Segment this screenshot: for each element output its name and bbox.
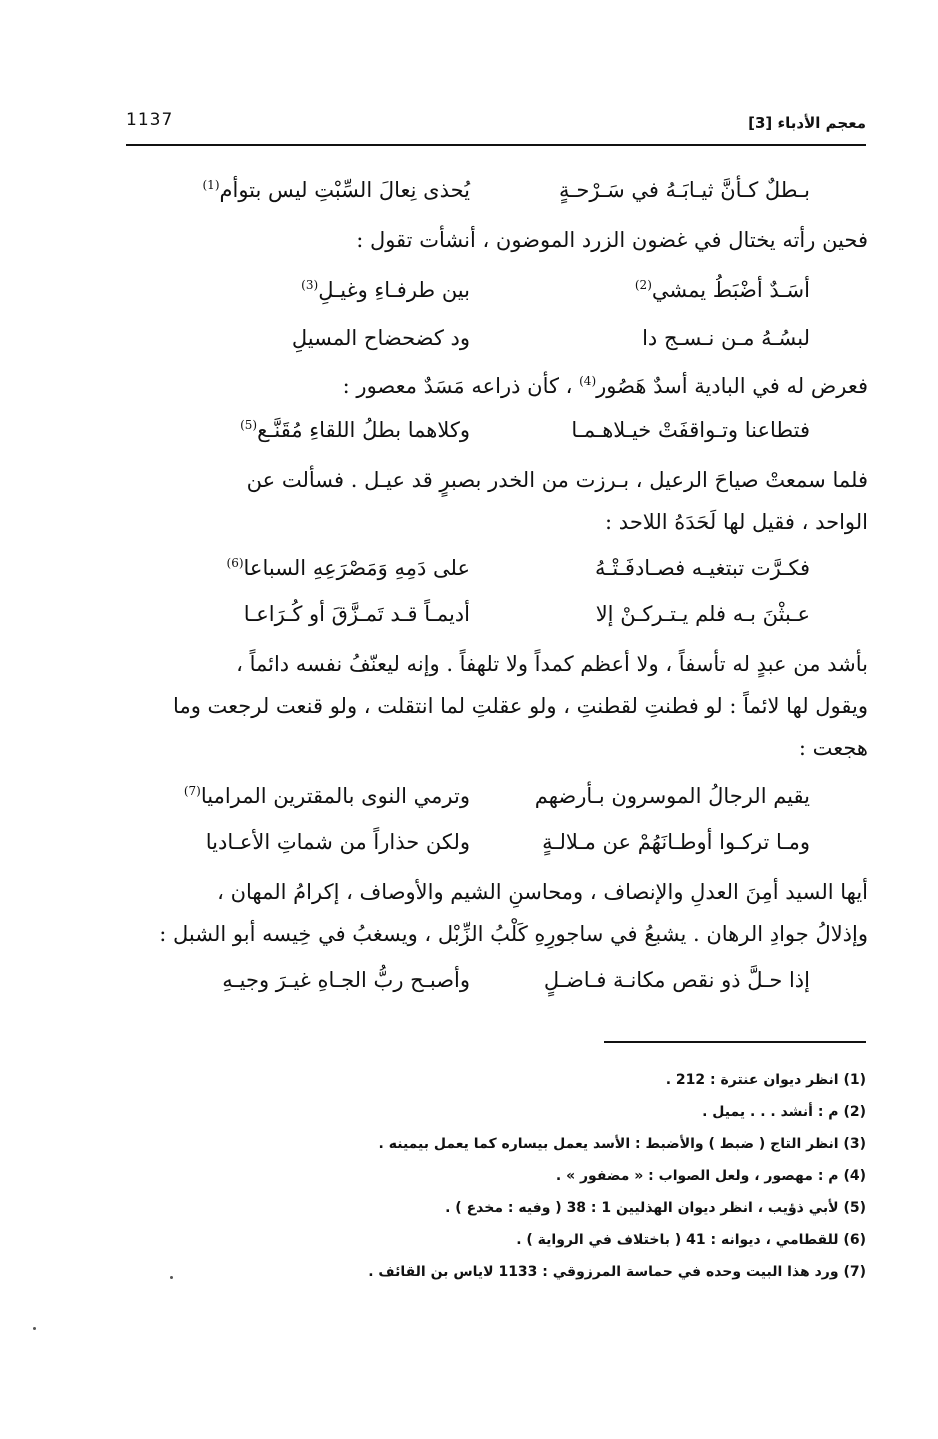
verse-1-second-hemistich: يُحذى نِعالَ السِّبْتِ ليس بتوأم$^{(1)}$: [202, 178, 470, 202]
footnote-item: (2) م : أنشد . . . يميل .: [702, 1104, 866, 1120]
verse-9-second-hemistich: وأصبـح ربُّ الجـاهِ غيـرَ وجيـهِ: [222, 968, 470, 992]
verse-5-second-hemistich: على دَمِهِ وَمَصْرَعِهِ السباعا$^{(6)}$: [226, 556, 470, 580]
verse-6-second-hemistich: أديمـاً قـد تَمـزَّقَ أو كُـرَاعـا: [243, 602, 470, 626]
prose-line: فلما سمعتْ صياحَ الرعيل ، بـرزت من الخدر بصبرٍ قد عيـل . فسألت عن: [246, 468, 868, 492]
verse-3-second-hemistich: ود كضحضاح المسيلِ: [291, 326, 470, 350]
header-rule: [126, 144, 866, 146]
verse-7-second-hemistich: وترمي النوى بالمقترين المراميا$^{(7)}$: [183, 784, 470, 808]
prose-line: وإذلالُ جوادِ الرهان . يشبعُ في ساجورِهِ كَلْبُ الزِّبْل ، ويسغبُ في خِيسه أبو الشبل :: [159, 922, 868, 946]
prose-line: هجعت :: [798, 736, 868, 760]
prose-line: فحين رأته يختال في غضون الزرد الموضون ، أنشأت تقول :: [356, 228, 868, 252]
scan-speck: [33, 1327, 36, 1330]
prose-line: بأشد من عبدٍ له تأسفاً ، ولا أعظم كمداً ولا تلهفاً . وإنه ليعنّفُ نفسه دائماً ،: [236, 652, 868, 676]
footnote-item: (4) م : مهصور ، ولعل الصواب : « مضفور » .: [555, 1168, 866, 1184]
footnote-item: (5) لأبي ذؤيب ، انظر ديوان الهذليين 1 : 38 ( وفيه : مخدع ) .: [445, 1200, 866, 1216]
verse-4-first-hemistich: فتطاعنا وتـواقفَتْ خيـلاهـمـا: [571, 418, 810, 442]
verse-4-second-hemistich: وكلاهما بطلُ اللقاءِ مُقَنَّـع$^{(5)}$: [240, 418, 470, 442]
verse-2-second-hemistich: بين طرفـاءِ وغيـلِ$^{(3)}$: [301, 278, 470, 302]
footnote-item: (1) انظر ديوان عنترة : 212 .: [665, 1072, 866, 1088]
verse-3-first-hemistich: لبسُـهُ مـن نـسـج دا: [642, 326, 810, 350]
prose-line: أيها السيد أمِنَ العدلِ والإنصاف ، ومحاسنِ الشيم والأوصاف ، إكرامُ المهان ،: [217, 880, 868, 904]
footnote-ref-3: (3): [301, 278, 319, 292]
footnote-ref-6: (6): [226, 556, 244, 570]
verse-7-first-hemistich: يقيم الرجالُ الموسرون بـأرضهم: [534, 784, 810, 808]
prose-line: فعرض له في البادية أسدٌ هَصُور$^{(4)}$ ، كأن ذراعه مَسَدٌ معصور :: [342, 374, 868, 398]
verse-8-first-hemistich: ومـا تركـوا أوطـانَهُمْ عن مـلالـةٍ: [542, 830, 810, 854]
footnote-item: (3) انظر التاج ( ضبط ) والأضبط : الأسد يعمل بيساره كما يعمل بيمينه .: [378, 1136, 866, 1152]
prose-line: الواحد ، فقيل لها لَحَدَهُ اللاحد :: [605, 510, 868, 534]
verse-5-first-hemistich: فكـرَّت تبتغيـه فصـادفَـتْـهُ: [595, 556, 810, 580]
verse-6-first-hemistich: عـبثْنَ بـه فلم يـتـركـنْ إلا: [595, 602, 810, 626]
footnote-ref-5: (5): [240, 418, 258, 432]
footnote-ref-1: (1): [202, 178, 220, 192]
verse-8-second-hemistich: ولكن حذاراً من شماتِ الأعـاديا: [205, 830, 470, 854]
verse-2-first-hemistich: أسَـدٌ أضْبَطُ يمشي$^{(2)}$: [634, 278, 810, 302]
footnote-item: (6) للقطامي ، ديوانه : 41 ( باختلاف في الرواية ) .: [516, 1232, 866, 1248]
verse-9-first-hemistich: إذا حـلَّ ذو نقص مكانـة فـاضـلٍ: [543, 968, 810, 992]
footnote-item: (7) ورد هذا البيت وحده في حماسة المرزوقي : 1133 لاياس بن القائف .: [368, 1264, 866, 1280]
footnote-ref-7: (7): [183, 784, 201, 798]
footnote-separator: [604, 1041, 866, 1043]
page-header: [126, 108, 866, 148]
scan-speck: [170, 1276, 173, 1279]
verse-1-first-hemistich: بـطلٌ كـأنَّ ثيـابَـهُ في سَـرْحـةٍ: [558, 178, 810, 202]
footnote-ref-4: (4): [579, 374, 597, 388]
running-title: معجم الأدباء [3]: [748, 114, 866, 132]
page-number: 1137: [126, 110, 174, 130]
prose-line: ويقول لها لائماً : لو فطنتِ لقطنتِ ، ولو عقلتِ لما انتقلت ، ولو قنعت لرجعت وما: [173, 694, 868, 718]
footnote-ref-2: (2): [634, 278, 652, 292]
